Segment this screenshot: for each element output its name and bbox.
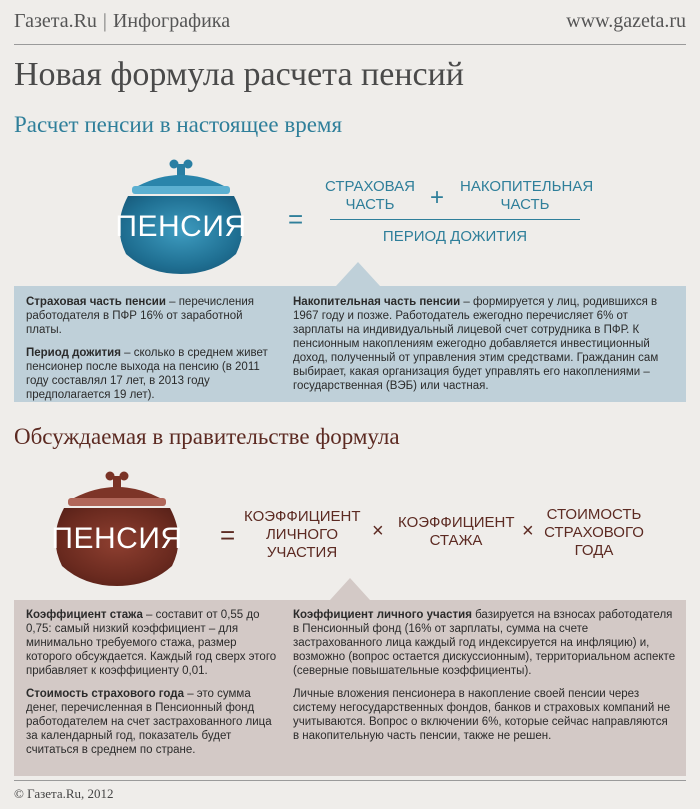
proposed-notes-left [26, 608, 280, 766]
plus-sign: + [430, 184, 445, 211]
header-bar [0, 0, 700, 44]
section-name[interactable]: Инфографика [112, 10, 231, 32]
seniority-factor: КОЭФФИЦИЕНТ СТАЖА [398, 514, 515, 549]
purse-icon [44, 468, 190, 588]
multiply-sign: × [372, 520, 384, 542]
note-insurance-year-cost: Стоимость страхового года – это сумма денег, перечисленная в Пенсионный фонд работодателем на счет застрахованного лица за календарный год, показатель будет считаться в среднем по стране. [26, 688, 272, 756]
note-survival-period: Период дожития – сколько в среднем живет пенсионер после выхода на пенсию (в 2011 году составлял 17 лет, в 2013 году предполагается 19 лет). [26, 347, 268, 401]
proposed-notes-right [293, 608, 677, 752]
current-notes-right [293, 295, 677, 402]
note-seniority-factor: Коэффициент стажа – составит от 0,55 до 0,75: самый низкий коэффициент – для минимально требуемого стажа, размер которого обсуждается. Каждый год сверх этого прибавляет к коэффициенту 0,01. [26, 609, 277, 677]
footer-divider [14, 780, 686, 781]
personal-participation-factor: КОЭФФИЦИЕНТ ЛИЧНОГО УЧАСТИЯ [244, 508, 361, 561]
current-subtitle: Расчет пенсии в настоящее время [14, 112, 343, 137]
current-notes-box [14, 262, 686, 402]
note-personal-participation: Коэффициент личного участия базируется на взносах работодателя в Пенсионный фонд (16% от зарплаты, сумма на счете застрахованного лица каждый год индексируется на инфляцию) и, возможно (вопрос остается дискуссионным), территориальном аспекте (северные повышательные коэффициенты). [293, 609, 676, 677]
current-notes-left [26, 295, 271, 411]
brand [14, 10, 230, 33]
survival-period-term: ПЕРИОД ДОЖИТИЯ [382, 228, 528, 245]
insurance-part-term: СТРАХОВАЯ ЧАСТЬ [324, 178, 416, 213]
note-insurance-part: Страховая часть пенсии – перечисления работодателя в ПФР 16% от заработной платы. [26, 296, 254, 336]
site-url[interactable]: www.gazeta.ru [566, 10, 686, 32]
multiply-sign: × [522, 520, 534, 542]
insurance-year-cost: СТОИМОСТЬ СТРАХОВОГО ГОДА [544, 506, 644, 559]
page-title: Новая формула расчета пенсий [14, 56, 465, 93]
purse-label: ПЕНСИЯ [115, 210, 247, 243]
proposed-subtitle: Обсуждаемая в правительстве формула [14, 424, 400, 449]
funded-part-term: НАКОПИТЕЛЬНАЯ ЧАСТЬ [460, 178, 594, 213]
equals-sign: = [220, 520, 236, 550]
proposed-notes-box [14, 578, 686, 776]
brand-separator: | [102, 10, 107, 32]
purse-icon [108, 156, 254, 276]
header-divider [14, 44, 686, 45]
note-funded-part: Накопительная часть пенсии – формируется у лиц, родившихся в 1967 году и позже. Работодатель ежегодно перечисляет 6% от зарплаты на индивидуальный лицевой счет сотрудника в ПФР. К пенсионным накоплениям ежегодно добавляется инвестиционный доход, полученный от управления этим средствами. Гражданин сам выбирает, какая организация будет управлять его накоплениями – государственная (ВЭБ) или частная. [293, 296, 659, 392]
fraction-line [330, 219, 580, 220]
brand-name[interactable]: Газета.Ru [14, 10, 97, 32]
note-private-savings: Личные вложения пенсионера в накопление своей пенсии через систему негосударственных фондов, банков и страховых компаний не учитываются. Вопрос о включении 6%, которые сейчас направляются в накопительную часть пенсии, также не решен. [293, 688, 671, 742]
copyright: © Газета.Ru, 2012 [14, 786, 114, 801]
purse-label: ПЕНСИЯ [51, 522, 183, 555]
equals-sign: = [288, 204, 304, 234]
